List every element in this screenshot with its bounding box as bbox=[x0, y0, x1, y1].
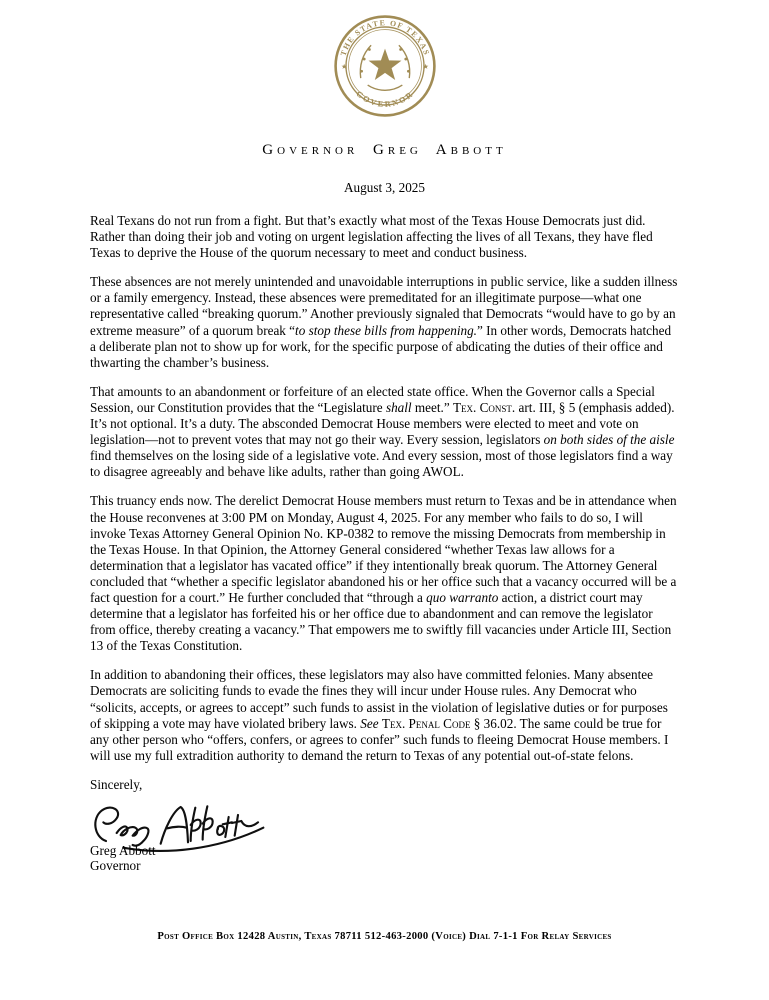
text-run: quo warranto bbox=[426, 589, 499, 605]
seal-graphic bbox=[333, 14, 437, 118]
text-run: on both sides of the aisle bbox=[543, 432, 675, 448]
letter-title: Governor Greg Abbott bbox=[262, 142, 507, 158]
lone-star-icon bbox=[368, 49, 401, 80]
text-run: In addition to abandoning their offices, these legislators may also have committed felonies. Many absentee Democrats are soliciting funds to evade the fines they will incur under House rules. Any Democrat who “solicits, accepts, or agrees to accept” such funds to assist in the violation of legislative duties or for purposes of skipping a vote may have violated bribery laws. bbox=[90, 667, 668, 731]
text-run: art. III, § 5 (emphasis added). It’s not optional. It’s a duty. The absconded Democrat House members were elected to meet and vote on legislation—not to prevent votes that may not go their way. Every session, legislators bbox=[90, 399, 675, 448]
seal-star-left-icon: ★ bbox=[341, 64, 347, 71]
texas-governor-seal bbox=[333, 14, 437, 118]
signer-title: Governor bbox=[90, 858, 141, 874]
text-run: ” In other words, Democrats hatched a deliberate plan not to show up for work, for the specific purpose of abdicating the duties of their office and thwarting the chamber’s business. bbox=[90, 322, 672, 370]
text-run: See bbox=[360, 715, 379, 731]
seal-star-right-icon: ★ bbox=[422, 64, 428, 71]
text-run: That amounts to an abandonment or forfeiture of an elected state office. When the Governor calls a Special Session, our Constitution provides that the “Legislature bbox=[90, 383, 655, 415]
letter-paragraph bbox=[90, 274, 680, 371]
branch-berry bbox=[362, 58, 365, 61]
text-run: § 36.02. The same could be true for any other person who “offers, confers, or agrees to confer” such funds to fleeing Democrat House members. I will use my full extradition authority to demand the return to Texas of any potential out-of-state felons. bbox=[90, 715, 669, 763]
branch-berry bbox=[360, 70, 363, 73]
text-run: action, a district court may determine that a legislator has forfeited his or her office due to abandonment and can remove the legislator from office, thereby creating a vacancy.” That empowers me to swiftly fill vacancies under Article III, Section 13 of the Texas Constitution. bbox=[90, 589, 672, 654]
seal-top-text: THE STATE OF TEXAS bbox=[338, 18, 431, 57]
seal-bottom-text: GOVERNOR bbox=[353, 89, 416, 109]
text-run: Tex. Penal Code bbox=[381, 715, 471, 731]
text-run: find themselves on the losing side of a legislative vote. And every session, most of those legislators find a way to disagree agreeably and behave like adults, rather than going AWOL. bbox=[90, 448, 673, 480]
footer-contact: Post Office Box 12428 Austin, Texas 78711 512-463-2000 (Voice) Dial 7-1-1 For Relay Services bbox=[157, 931, 612, 942]
branch-berry bbox=[368, 48, 371, 51]
text-run: This truancy ends now. The derelict Democrat House members must return to Texas and be in attendance when the House reconvenes at 3:00 PM on Monday, August 4, 2025. For any member who fails to do so, I will invoke Texas Attorney General Opinion No. KP-0382 to remove the missing Democrats from membership in the Texas House. In that Opinion, the Attorney General considered “whether Texas law allows for a determination that a legislator has vacated office” if they intentionally break quorum. The Attorney General concluded that “whether a specific legislator abandoned his or her office such that a vacancy occurred will be a fact question for a court.” He further concluded that “through a bbox=[90, 493, 677, 605]
signer-name: Greg Abbott bbox=[90, 842, 156, 858]
text-run: to stop these bills from happening. bbox=[295, 322, 477, 338]
text-run: shall bbox=[385, 399, 412, 415]
letter-paragraph bbox=[90, 493, 680, 654]
letter-date: August 3, 2025 bbox=[344, 180, 425, 195]
branch-berry bbox=[399, 48, 402, 51]
text-run: meet.” bbox=[411, 399, 453, 415]
text-run: Tex. Const. bbox=[452, 399, 516, 415]
branch-stems-icon bbox=[367, 85, 402, 90]
text-run: These absences are not merely unintended and unavoidable interruptions in public service, like a sudden illness or a family emergency. Instead, these absences were premeditated for an illegitimate purpose—what one representative called “breaking quorum.” Another previously signaled that Democrats “would have to go by an extreme measure” of a quorum break “ bbox=[90, 274, 678, 338]
letter-body bbox=[90, 213, 680, 764]
letter-content bbox=[0, 213, 769, 874]
letter-paragraph bbox=[90, 213, 680, 261]
letter-paragraph bbox=[90, 667, 680, 764]
closing-salutation: Sincerely, bbox=[90, 776, 143, 792]
text-run: Real Texans do not run from a fight. But that’s exactly what most of the Texas House Democrats just did. Rather than doing their job and voting on urgent legislation affecting the lives of all Texans, they have fled Texas to deprive the House of the quorum necessary to meet and conduct business. bbox=[90, 213, 653, 261]
letter-paragraph bbox=[90, 384, 680, 481]
branch-berry bbox=[404, 58, 407, 61]
branch-berry bbox=[407, 70, 410, 73]
